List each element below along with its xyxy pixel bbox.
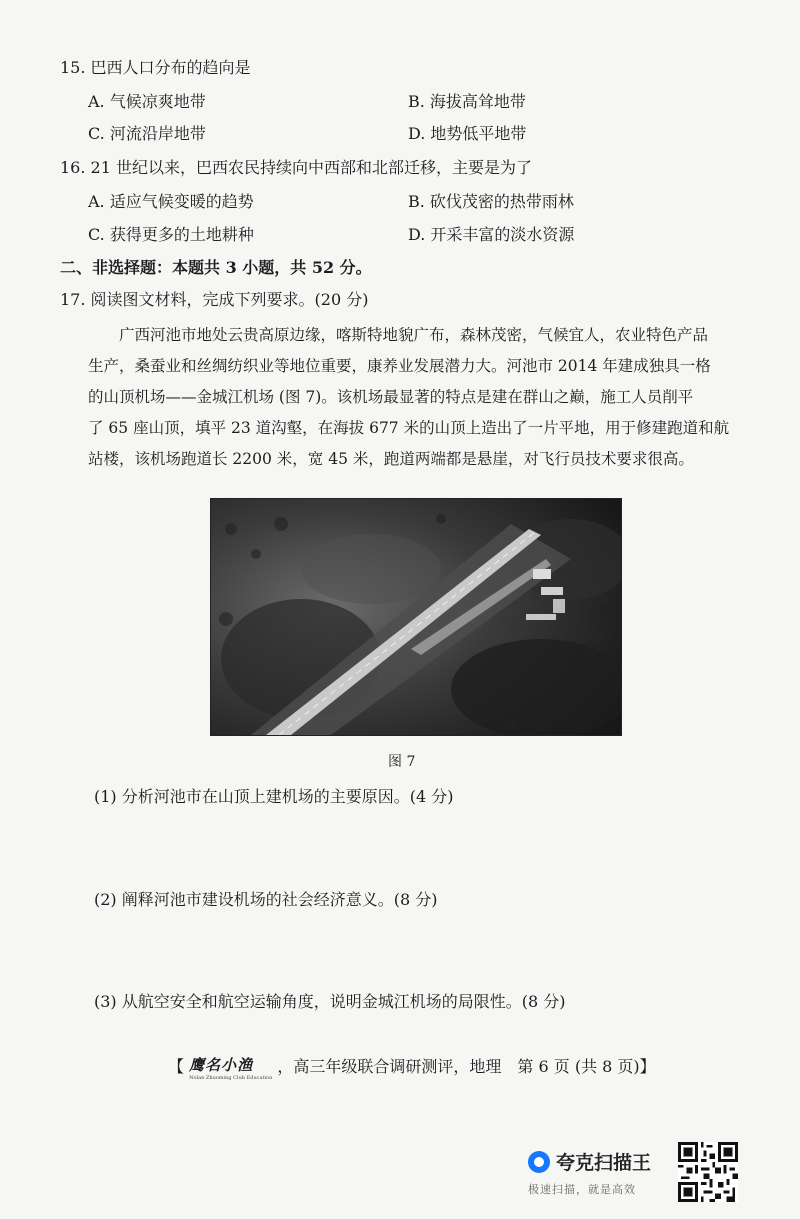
scanner-tagline: 极速扫描，就是高效 (528, 1183, 636, 1196)
q17-sub-1: (1) 分析河池市在山顶上建机场的主要原因。(4 分) (94, 787, 454, 806)
passage-line: 的山顶机场——金城江机场 (图 7)。该机场最显著的特点是建在群山之巅，施工人员削平 (88, 388, 694, 406)
q17-sub-3: (3) 从航空安全和航空运输角度，说明金城江机场的局限性。(8 分) (94, 992, 566, 1011)
footer-text: ，高三年级联合调研测评，地理 第 6 页 (共 8 页)】 (277, 1057, 656, 1076)
brand-subtitle: Nolan Zhuoming Club Education (189, 1075, 273, 1081)
q17-sub-2: (2) 阐释河池市建设机场的社会经济意义。(8 分) (94, 890, 438, 909)
airport-aerial-photo (210, 498, 622, 736)
q15-option-c: C. 河流沿岸地带 (88, 124, 206, 143)
scanner-watermark (528, 1148, 651, 1197)
section-heading: 二、非选择题：本题共 3 小题，共 52 分。 (60, 258, 372, 277)
q16-option-d: D. 开采丰富的淡水资源 (408, 225, 575, 244)
q16-stem: 16. 21 世纪以来，巴西农民持续向中西部和北部迁移，主要是为了 (60, 158, 532, 177)
scanner-logo (528, 1148, 651, 1175)
q17-passage (88, 320, 738, 475)
q17-stem: 17. 阅读图文材料，完成下列要求。(20 分) (60, 290, 369, 309)
q15-stem: 15. 巴西人口分布的趋向是 (60, 58, 251, 77)
page-footer (168, 1054, 656, 1081)
passage-line: 广西河池市地处云贵高原边缘，喀斯特地貌广布，森林茂密，气候宜人，农业特色产品 (119, 326, 709, 344)
q16-option-c: C. 获得更多的土地耕种 (88, 225, 254, 244)
q15-option-b: B. 海拔高耸地带 (408, 92, 526, 111)
passage-line: 生产，桑蚕业和丝绸纺织业等地位重要，康养业发展潜力大。河池市 2014 年建成独具一格 (88, 357, 711, 375)
q16-option-b: B. 砍伐茂密的热带雨林 (408, 192, 574, 211)
brand-name: 鹰名小渔 (189, 1056, 254, 1074)
scanner-name: 夸克扫描王 (556, 1152, 652, 1174)
figure-caption: 图 7 (388, 754, 416, 770)
passage-line: 了 65 座山顶，填平 23 道沟壑，在海拔 677 米的山顶上造出了一片平地，用于修建跑道和航 (88, 419, 730, 437)
passage-line: 站楼，该机场跑道长 2200 米，宽 45 米，跑道两端都是悬崖，对飞行员技术要求很高。 (88, 450, 694, 468)
q16-option-a: A. 适应气候变暖的趋势 (88, 192, 254, 211)
q15-option-a: A. 气候凉爽地带 (88, 92, 206, 111)
qr-code-icon (678, 1142, 738, 1202)
quark-icon (528, 1151, 550, 1173)
brand-logo (189, 1054, 272, 1081)
q15-option-d: D. 地势低平地带 (408, 124, 527, 143)
footer-bracket: 【 (168, 1057, 185, 1076)
